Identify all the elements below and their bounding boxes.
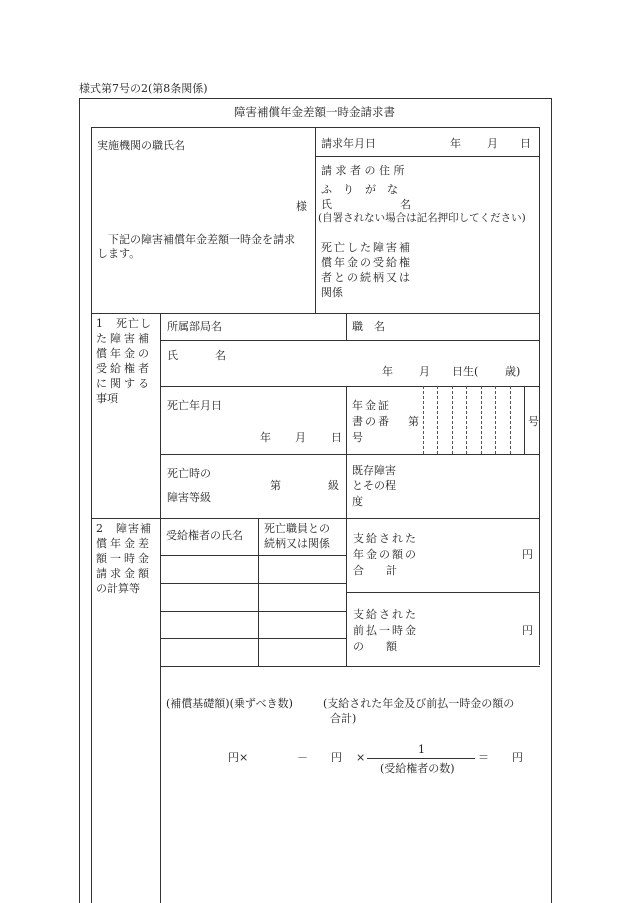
- dept-label: 所属部局名: [167, 320, 222, 333]
- paid-pension-label-3: 合 計: [353, 564, 397, 577]
- relation-column-header-1: 死亡職員との: [264, 522, 330, 535]
- disability-grade-label-2: 障害等級: [167, 491, 211, 504]
- death-date-month: 月: [295, 431, 306, 444]
- disability-grade-label-1: 死亡時の: [167, 467, 211, 480]
- disability-grade-dai: 第: [270, 479, 281, 492]
- formula-label-a: (補償基礎額)(乗ずべき数): [166, 697, 293, 710]
- claimant-address-label: 請 求 者 の 住 所: [321, 164, 405, 177]
- pension-cert-go: 号: [528, 415, 539, 428]
- section1-heading-line1: 1 死亡し: [96, 317, 152, 330]
- claimant-name-label-2: 名: [400, 198, 411, 211]
- section2-heading-line1: 2 障害補: [96, 522, 152, 535]
- birth-day: 日生(: [452, 365, 479, 378]
- death-date-day: 日: [331, 431, 342, 444]
- signature-note: (自署されない場合は記名押印してください): [318, 212, 526, 224]
- request-date-year: 年: [450, 137, 461, 150]
- formula-times: ×: [356, 751, 366, 764]
- recipient-name-label-2: 名: [215, 349, 226, 362]
- formula-result-yen: 円: [512, 751, 523, 764]
- honorific: 様: [296, 200, 307, 213]
- agency-label: 実施機関の職氏名: [97, 139, 185, 152]
- death-date-label: 死亡年月日: [167, 399, 222, 412]
- relation-label-line3: 者との続柄又は: [321, 271, 412, 284]
- paid-pension-label-1: 支給された: [353, 532, 418, 545]
- section1-heading-line3: 償年金の: [96, 347, 152, 360]
- birth-month: 月: [419, 365, 430, 378]
- fraction-numerator: 1: [418, 743, 425, 756]
- request-statement-line1: 下記の障害補償年金差額一時金を請求: [108, 233, 295, 246]
- birth-year: 年: [382, 365, 393, 378]
- paid-lump-sum-label-2: 前払一時金: [353, 624, 418, 637]
- request-date-month: 月: [487, 137, 498, 150]
- form-number: 様式第7号の2(第8条関係): [79, 82, 208, 95]
- request-statement-line2: します。: [97, 247, 141, 260]
- birth-age: 歳): [505, 365, 521, 378]
- post-label: 職 名: [352, 320, 385, 333]
- paid-lump-sum-label-1: 支給された: [353, 608, 418, 621]
- relation-label-line1: 死亡した障害補: [321, 241, 412, 254]
- formula-label-b1: (支給された年金及び前払一時金の額の: [323, 697, 515, 710]
- form-title: 障害補償年金差額一時金請求書: [234, 105, 395, 119]
- request-date-label: 請求年月日: [321, 137, 376, 150]
- section2-heading-line5: の計算等: [96, 582, 140, 595]
- section1-heading-line2: た障害補: [96, 332, 152, 345]
- existing-disability-label-1: 既存障害: [352, 464, 396, 477]
- relation-column-header-2: 続柄又は関係: [264, 537, 330, 550]
- paid-pension-yen: 円: [522, 548, 533, 561]
- claimant-furigana-label: ふ り が な: [321, 183, 398, 196]
- formula-minus: －: [297, 751, 308, 764]
- formula-equals: ＝: [478, 751, 489, 764]
- disability-grade-kyu: 級: [328, 479, 339, 492]
- section1-heading-line4: 受給権者: [96, 362, 152, 375]
- section1-heading-line6: 事項: [96, 392, 118, 405]
- request-date-day: 日: [520, 137, 531, 150]
- formula-label-b2: 合計): [330, 712, 357, 725]
- formula-yen: 円: [331, 751, 342, 764]
- section1-heading-line5: に関する: [96, 377, 152, 390]
- section2-heading-line2: 償年金差: [96, 537, 152, 550]
- paid-lump-sum-label-3: の 額: [353, 640, 397, 653]
- pension-cert-dai: 第: [408, 415, 419, 428]
- paid-pension-label-2: 年金の額の: [353, 548, 418, 561]
- pension-cert-label-1: 年金証: [352, 399, 391, 412]
- claimant-name-label-1: 氏: [321, 198, 332, 211]
- paid-lump-sum-yen: 円: [522, 624, 533, 637]
- pension-cert-label-3: 号: [352, 431, 363, 444]
- formula-yen-times: 円×: [228, 751, 249, 764]
- section2-heading-line4: 請求金額: [96, 567, 152, 580]
- recipient-name-label-1: 氏: [167, 349, 178, 362]
- death-date-year: 年: [260, 431, 271, 444]
- recipient-name-column-header: 受給権者の氏名: [166, 529, 243, 542]
- existing-disability-label-2: とその程: [352, 479, 396, 492]
- relation-label-line4: 関係: [321, 286, 343, 299]
- section2-heading-line3: 額一時金: [96, 552, 152, 565]
- existing-disability-label-3: 度: [352, 495, 363, 508]
- relation-label-line2: 償年金の受給権: [321, 256, 412, 269]
- pension-cert-label-2: 書の番: [352, 415, 391, 428]
- fraction-denominator: (受給権者の数): [380, 762, 455, 775]
